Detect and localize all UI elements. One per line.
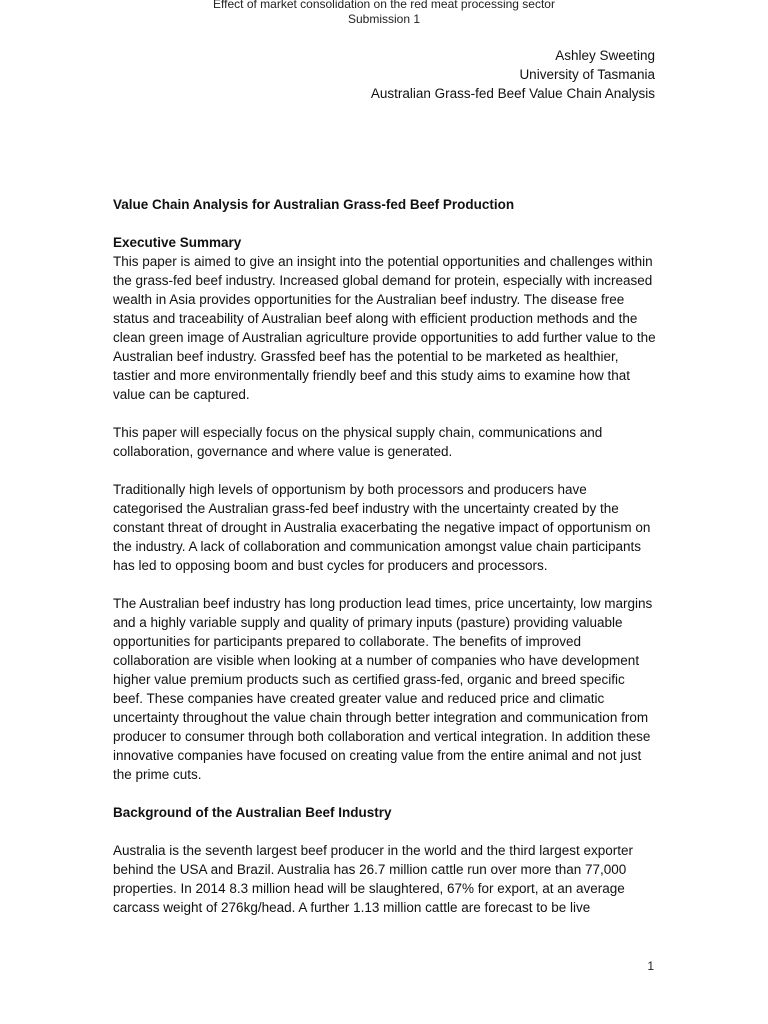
background-paragraph-1: Australia is the seventh largest beef producer in the world and the third largest exporter behind the USA and Brazil. Australia has 26.7 million cattle run over more than 77,000 properties. In 2014 8.3 million head will be slaughtered, 67% for export, at an average carcass weight of 276kg/head. A further 1.13 million cattle are forecast to be live: [113, 843, 634, 915]
author-block: [371, 46, 655, 103]
page-number: 1: [647, 959, 654, 973]
running-header: [0, 0, 768, 27]
background-heading: Background of the Australian Beef Industry: [113, 805, 392, 820]
document-title: Value Chain Analysis for Australian Grass-fed Beef Production: [113, 197, 515, 212]
document-body: [113, 195, 658, 917]
executive-summary-paragraph-3: Traditionally high levels of opportunism by both processors and producers have categorised the Australian grass-fed beef industry with the uncertainty created by the constant threat of drought in Australia exacerbating the negative impact of opportunism on the industry. A lack of collaboration and communication amongst value chain participants has led to opposing boom and bust cycles for producers and processors.: [113, 482, 651, 573]
running-header-submission: Submission 1: [347, 12, 421, 26]
executive-summary-paragraph-2: This paper will especially focus on the physical supply chain, communications and collaboration, governance and where value is generated.: [113, 425, 603, 459]
executive-summary-heading: Executive Summary: [113, 235, 242, 250]
executive-summary-paragraph-1: This paper is aimed to give an insight into the potential opportunities and challenges within the grass-fed beef industry. Increased global demand for protein, especially with increased wealth in Asia provides opportunities for the Australian beef industry. The disease free status and traceability of Australian beef along with efficient production methods and the clean green image of Australian agriculture provide opportunities to add further value to the Australian beef industry. Grassfed beef has the potential to be marketed as healthier, tastier and more environmentally friendly beef and this study aims to examine how that value can be captured.: [113, 254, 656, 402]
author-project: Australian Grass-fed Beef Value Chain Analysis: [370, 86, 655, 101]
running-header-title: Effect of market consolidation on the red meat processing sector: [213, 0, 555, 11]
author-name: Ashley Sweeting: [555, 48, 655, 63]
author-institution: University of Tasmania: [519, 67, 655, 82]
executive-summary-paragraph-4: The Australian beef industry has long production lead times, price uncertainty, low margins and a highly variable supply and quality of primary inputs (pasture) providing valuable opportunities for participants prepared to collaborate. The benefits of improved collaboration are visible when looking at a number of companies who have development higher value premium products such as certified grass-fed, organic and breed specific beef. These companies have created greater value and reduced price and climatic uncertainty throughout the value chain through better integration and communication from producer to consumer through both collaboration and vertical integration. In addition these innovative companies have focused on creating value from the entire animal and not just the prime cuts.: [113, 596, 653, 782]
